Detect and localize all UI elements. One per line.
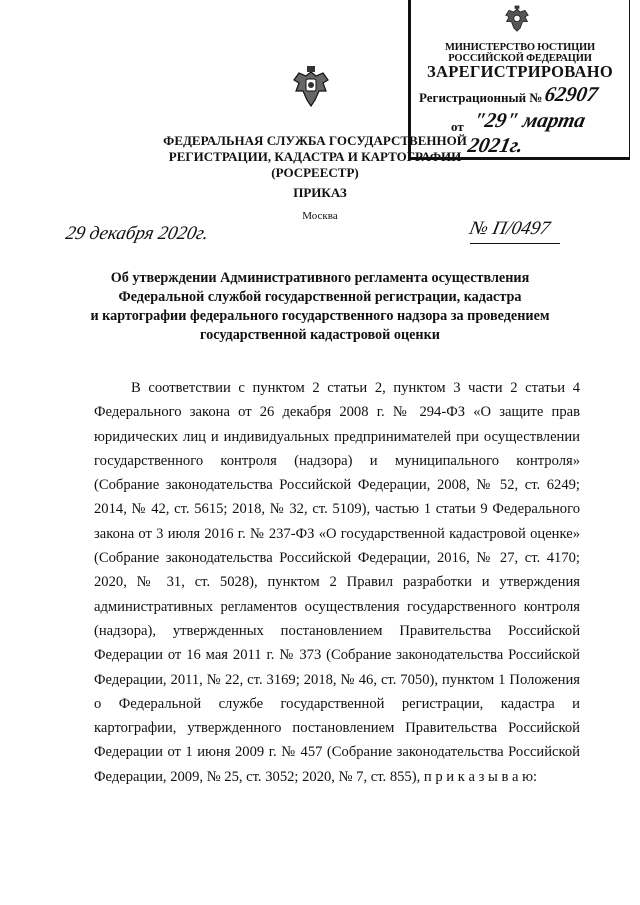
stamp-date-label: от: [451, 119, 464, 134]
handwritten-number: № П/0497: [467, 218, 553, 239]
stamp-date-value: "29" марта 2021г.: [465, 108, 588, 157]
stamp-reg-number: 62907: [542, 82, 600, 106]
org-line: РЕГИСТРАЦИИ, КАДАСТРА И КАРТОГРАФИИ: [168, 149, 462, 164]
title-line: и картографии федерального государственного надзора за проведением: [90, 308, 550, 324]
title-line: Об утверждении Административного регламента осуществления: [110, 270, 530, 286]
document-title: [75, 269, 565, 345]
stamp-ministry: МИНИСТЕРСТВО ЮСТИЦИИ РОССИЙСКОЙ ФЕДЕРАЦИИ: [444, 42, 595, 64]
stamp-reg-label: Регистрационный №: [419, 90, 543, 105]
double-headed-eagle-icon: [290, 64, 332, 110]
stamp-status: ЗАРЕГИСТРИРОВАНО: [426, 62, 614, 81]
double-headed-eagle-icon: [501, 4, 533, 36]
org-line: ФЕДЕРАЛЬНАЯ СЛУЖБА ГОСУДАРСТВЕННОЙ: [163, 133, 467, 148]
document-type: ПРИКАЗ: [293, 185, 347, 200]
handwritten-date: 29 декабря 2020г.: [63, 223, 211, 244]
body-paragraph: В соответствии с пунктом 2 статьи 2, пунктом 3 части 2 статьи 4 Федерального закона от 26 декабря 2008 г. № 294-ФЗ «О защите прав юридических лиц и индивидуальных предпринимателей при осуществлении государственного контроля (надзора) и муниципального контроля» (Собрание законодательства Российской Федерации, 2008, № 52, ст. 6249; 2014, № 42, ст. 5615; 2018, № 32, ст. 5109), частью 1 статьи 9 Федерального закона от 3 июля 2016 г. № 237-ФЗ «О государственной кадастровой оценке» (Собрание законодательства Российской Федерации, 2016, № 27, ст. 4170; 2020, № 31, ст. 5028), пунктом 2 Правил разработки и утверждения административных регламентов осуществления государственного контроля (надзора), утвержденных постановлением Правительства Российской Федерации от 16 мая 2011 г. № 373 (Собрание законодательства Российской Федерации, 2011, № 22, ст. 3169; 2018, № 46, ст. 7050), пунктом 1 Положения о Федеральной службе государственной регистрации, кадастра и картографии, утвержденного постановлением Правительства Российской Федерации от 1 июня 2009 г. № 457 (Собрание законодательства Российской Федерации, 2009, № 25, ст. 3052; 2020, № 7, ст. 855), п р и к а з ы в а ю:: [94, 380, 580, 785]
city: Москва: [302, 210, 338, 222]
number-underline: [470, 243, 560, 244]
title-line: государственной кадастровой оценки: [200, 327, 440, 343]
title-line: Федеральной службой государственной регистрации, кадастра: [118, 289, 522, 305]
org-line: (РОСРЕЕСТР): [271, 165, 359, 180]
organization-name: [150, 133, 480, 181]
